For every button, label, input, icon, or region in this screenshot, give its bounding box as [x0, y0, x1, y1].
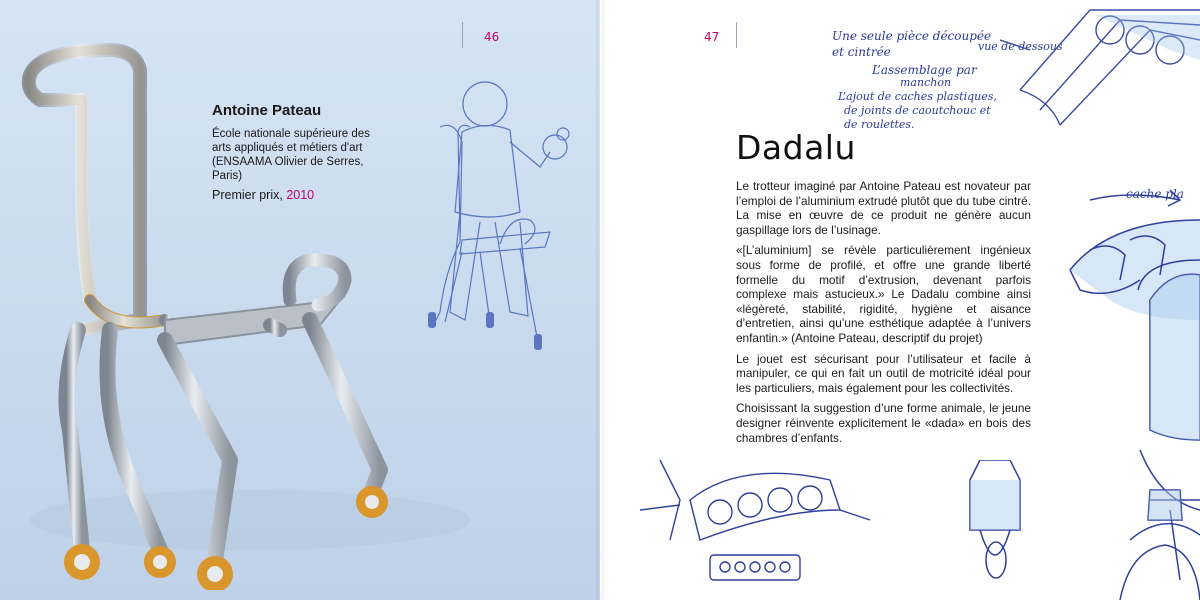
paragraph: Choisissant la suggestion d’une forme animale, le jeune designer réinvente explicitement le «dada» en bois des chambres d’enfants. [736, 401, 1031, 445]
note-2-line-2: manchon [900, 76, 952, 89]
page-number-left: 46 [484, 30, 500, 44]
designer-school: École nationale supérieure des arts appliqués et métiers d'art (ENSAAMA Olivier de Serres, Paris) [212, 128, 370, 182]
paragraph: «[L’aluminium] se révèle particulièrement ingénieux sous forme de profilé, et offre une grande liberté formelle du motif d’extrusion, devenant parfois complexe mais astucieux.» Le Dadalu combine ainsi «légèreté, stabilité, rigidité, hygiène et aisance d’entretien, ainsi qu’une esthétique adaptée à l’univers enfantin.» (Antoine Pateau, descriptif du projet) [736, 243, 1031, 345]
note-3-line-3: de roulettes. [844, 118, 915, 131]
extrusion-sketch-top [1000, 0, 1200, 140]
note-1-line-1: Une seule pièce découpée [832, 29, 992, 43]
article-body [736, 179, 1031, 451]
note-4: vue de dessous [978, 40, 1063, 53]
book-gutter [596, 0, 604, 600]
wheel-sketch-front [960, 460, 1040, 600]
note-1-line-2: et cintrée [832, 45, 891, 59]
child-sketch-illustration [400, 72, 600, 402]
folio-rule [736, 22, 737, 48]
note-3-line-2: de joints de caoutchouc et [844, 104, 991, 117]
note-3-line-1: L’ajout de caches plastiques, [838, 90, 997, 103]
note-2-line-1: L’assemblage par [872, 63, 977, 77]
right-page [600, 0, 1200, 600]
extrusion-sketch-bottom [640, 450, 880, 590]
award-label: Premier prix, [212, 188, 283, 202]
page-number-right: 47 [704, 30, 720, 44]
note-5: cache pla [1126, 187, 1184, 201]
paragraph: Le trotteur imaginé par Antoine Pateau est novateur par l’emploi de l’aluminium extrudé plutôt que du tube cintré. La mise en œuvre de ce produit ne génère aucun gaspillage lors de l’usinage. [736, 179, 1031, 237]
article-title: Dadalu [736, 128, 856, 167]
designer-credit [212, 102, 392, 202]
cap-sketch [1110, 480, 1200, 600]
award-line [212, 188, 392, 202]
paragraph: Le jouet est sécurisant pour l’utilisateur et facile à manipuler, ce qui en fait un outil de motricité idéal pour les particuliers, mais également pour les collectivités. [736, 351, 1031, 395]
award-year: 2010 [286, 188, 315, 202]
designer-name: Antoine Pateau [212, 102, 322, 119]
